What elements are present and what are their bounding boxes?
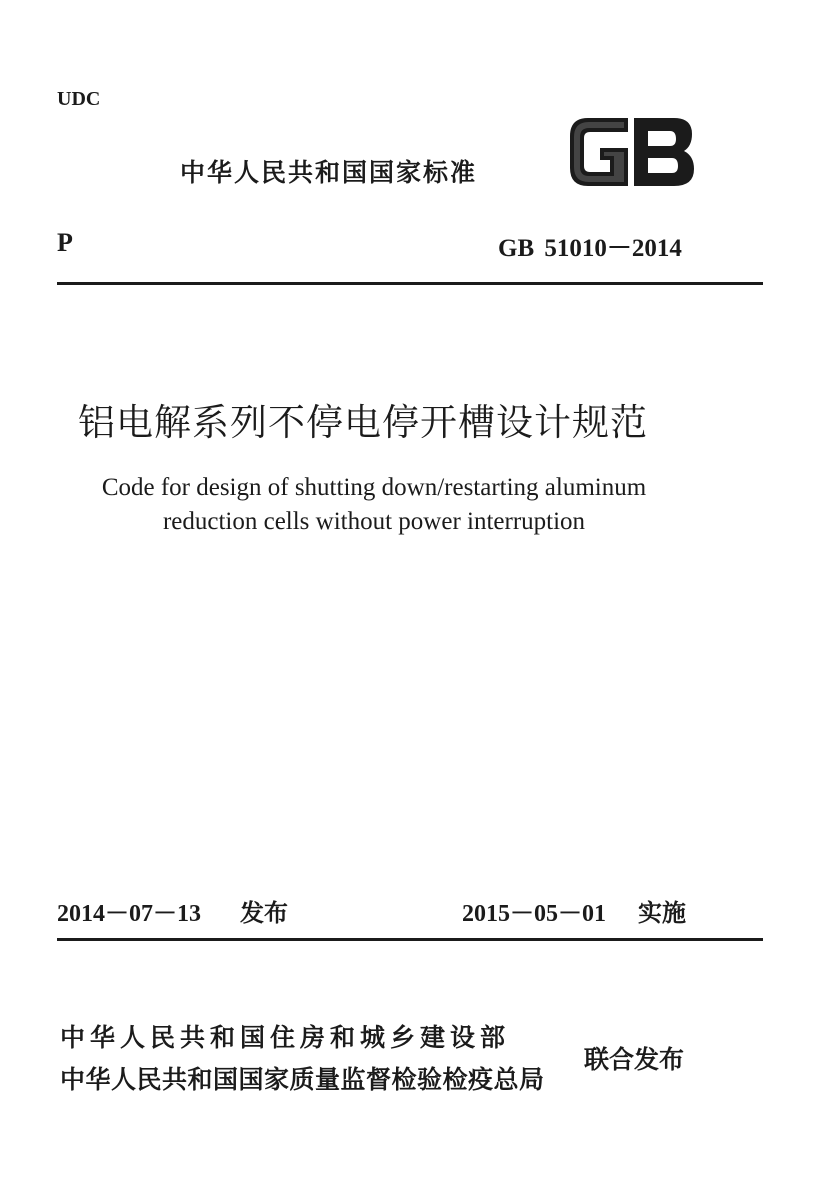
standard-number: GB 51010－2014 <box>498 235 682 262</box>
issuer-ministry-housing: 中华人民共和国住房和城乡建设部 <box>60 1023 511 1052</box>
joint-issue-label: 联合发布 <box>584 1045 685 1074</box>
implementation-date: 2015－05－01 <box>462 901 606 927</box>
title-chinese: 铝电解系列不停电停开槽设计规范 <box>78 401 648 444</box>
classification-code: P <box>57 228 73 257</box>
standard-type-title: 中华人民共和国国家标准 <box>180 158 478 187</box>
issue-date: 2014－07－13 <box>57 901 201 927</box>
gb-logo-icon <box>566 114 698 190</box>
bottom-divider <box>57 938 763 941</box>
title-english-line-1: Code for design of shutting down/restarting aluminum <box>101 474 647 501</box>
title-english-line-2: reduction cells without power interruption <box>162 508 586 535</box>
issue-label: 发布 <box>240 899 288 927</box>
top-divider <box>57 282 763 285</box>
issuer-quality-supervision: 中华人民共和国国家质量监督检验检疫总局 <box>60 1065 545 1094</box>
implementation-label: 实施 <box>638 899 686 927</box>
udc-label: UDC <box>57 88 101 110</box>
